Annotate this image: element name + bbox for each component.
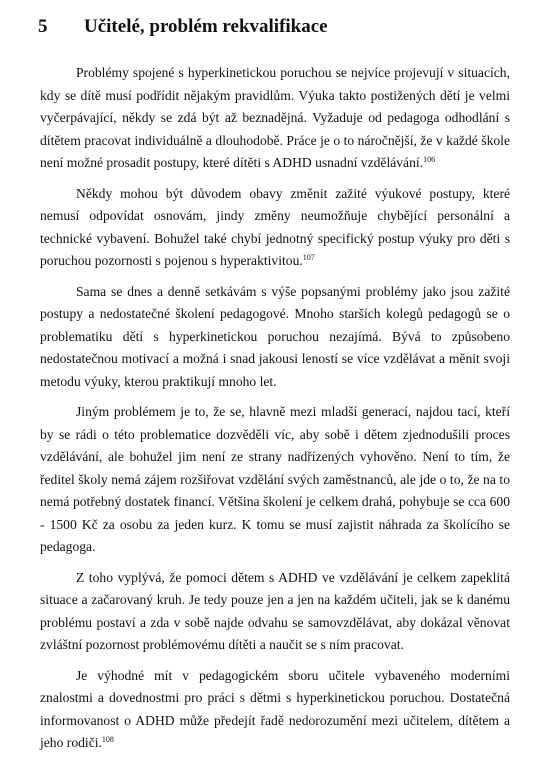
paragraph-text: Jiným problémem je to, že se, hlavně mezi mladší generací, najdou tací, kteří by se rádi o této problematice dozvěděli víc, aby sobě i dětem zjednodušili proces vzdělávání, ale bohužel jim není ze strany nadřízených vyhověno. Není to tím, že ředitel školy nemá zájem rozšiřovat vzdělání svých zaměstnanců, ale jde o to, že na to nemá potřebný dostatek financí. Většina školení je celkem drahá, pohybuje se cca 600 - 1500 Kč za osobu za jeden kurz. K tomu se musí zajistit náhrada za školícího se pedagoga. [40, 404, 510, 554]
paragraph [40, 62, 510, 175]
paragraph [40, 567, 510, 657]
footnote-ref: 106 [423, 155, 436, 164]
footnote-ref: 108 [101, 735, 114, 744]
paragraph [40, 665, 510, 755]
paragraph-text: Problémy spojené s hyperkinetickou poruchou se nejvíce projevují v situacích, kdy se dítě musí podřídit nějakým pravidlům. Výuka takto postižených dětí je velmi vyčerpávající, někdy se zdá být až beznadějná. Vyžaduje od pedagoga odhodlání s dítětem pracovat individuálně a dlouhodobě. Práce je o to náročnější, že v každé škole není možné prosadit postupy, které dítěti s ADHD usnadní vzdělávání. [40, 65, 510, 170]
paragraph [40, 281, 510, 394]
chapter-number: 5 [38, 16, 48, 37]
paragraph-text: Je výhodné mít v pedagogickém sboru učitele vybaveného moderními znalostmi a dovednostmi pro práci s dětmi s hyperkinetickou poruchou. Dostatečná informovanost o ADHD může předejít řadě nedorozumění mezi učitelem, dítětem a jeho rodiči. [40, 667, 510, 750]
chapter-heading [38, 16, 328, 38]
chapter-title: Učitelé, problém rekvalifikace [84, 16, 328, 37]
footnote-ref: 107 [302, 253, 315, 262]
chapter-body [40, 62, 510, 763]
paragraph-text: Z toho vyplývá, že pomoci dětem s ADHD ve vzdělávání je celkem zapeklitá situace a začarovaný kruh. Je tedy pouze jen a jen na každém učiteli, jak se k danému problému postaví a zda v sobě najde odvahu se samovzdělávat, aby dokázal věnovat zvláštní pozornost problémovému dítěti a naučit se s ním pracovat. [40, 569, 510, 652]
paragraph [40, 183, 510, 273]
paragraph-text: Někdy mohou být důvodem obavy změnit zažité výukové postupy, které nemusí odpovídat osnovám, jindy změny neumožňuje chybějící personální a technické vybavení. Bohužel také chybí jednotný specifický postup výuky pro děti s poruchou pozornosti s pojenou s hyperaktivitou. [40, 185, 510, 268]
paragraph-text: Sama se dnes a denně setkávám s výše popsanými problémy jako jsou zažité postupy a nedostatečné školení pedagogové. Mnoho starších kolegů pedagogů se o problematiku dětí s hyperkinetickou poruchou nezajímá. Bývá to způsobeno nedostatečnou motivací a možná i snad jakousi leností se více vzdělávat a měnit svoji metodu výuky, kterou praktikují mnoho let. [40, 283, 510, 389]
paragraph [40, 401, 510, 559]
